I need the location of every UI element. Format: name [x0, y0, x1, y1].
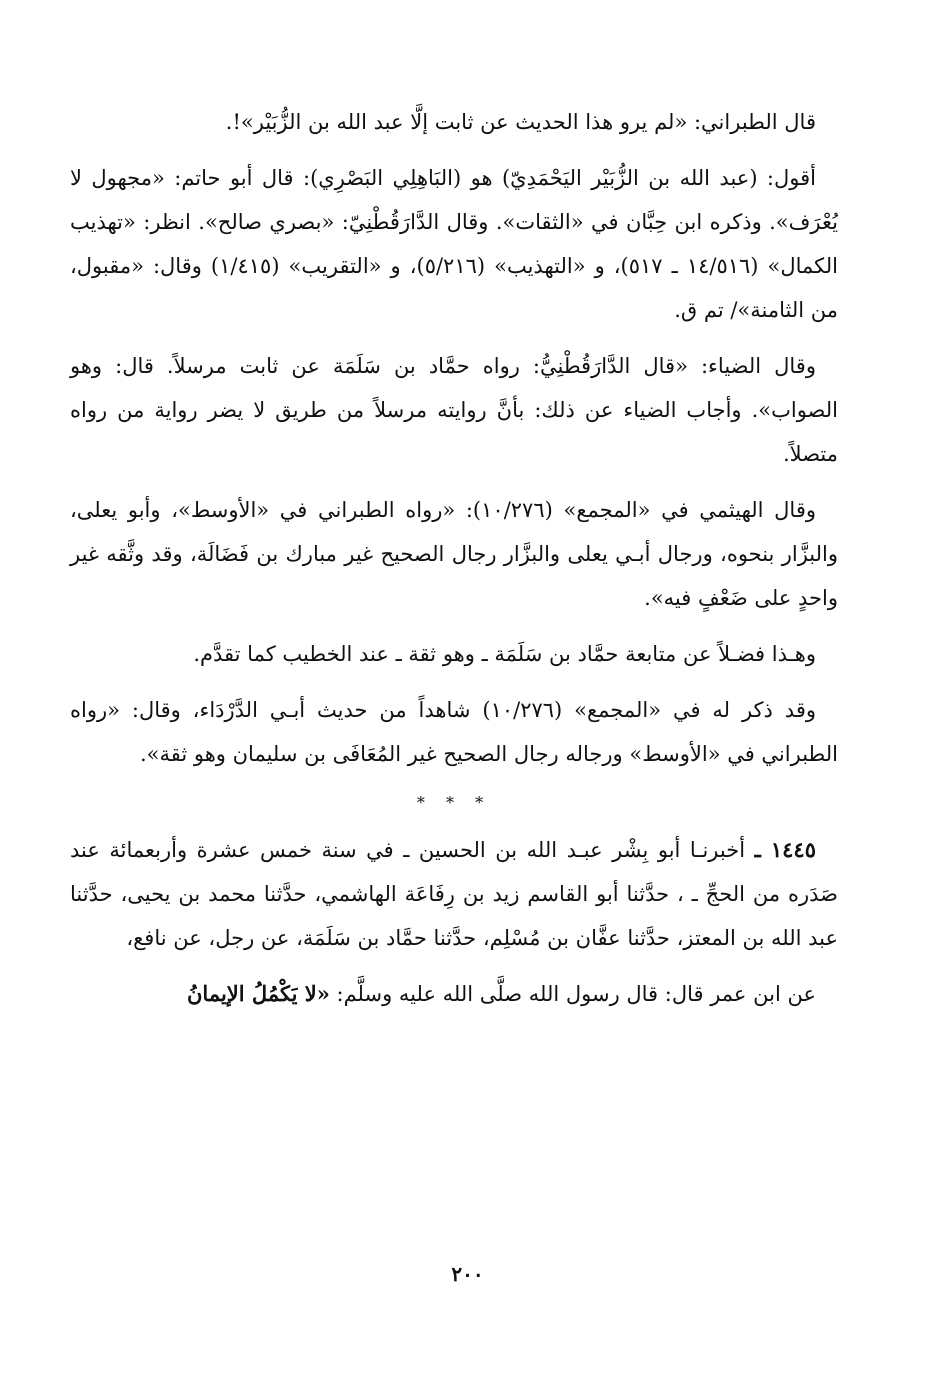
- hadith-number: ١٤٤٥ ـ: [754, 837, 816, 862]
- hadith-matn-intro: عن ابن عمر قال: قال رسول الله صلَّى الله عليه وسلَّم:: [329, 982, 816, 1006]
- paragraph-haythami-remark: وقال الهيثمي في «المجمع» (١٠/٢٧٦): «رواه الطبراني في «الأوسط»، وأبو يعلى، والبزَّار بنحوه، ورجال أبـي يعلى والبزَّار رجال الصحيح غير مبارك بن فَضَالَة، وقد وثَّقه غير واحدٍ على ضَعْفٍ فيه».: [70, 498, 838, 610]
- hadith-matn-line: [70, 972, 838, 1016]
- hadith-matn-start: «لا يَكْمُلُ الإيمانُ: [187, 981, 330, 1006]
- page-number: ٢٠٠: [451, 1262, 484, 1286]
- paragraph-tabarani-quote: قال الطبراني: «لم يرو هذا الحديث عن ثابت إلَّا عبد الله بن الزُّبَيْر»!.: [225, 110, 816, 134]
- paragraph-diya-remark: وقال الضياء: «قال الدَّارَقُطْنِيُّ: رواه حمَّاد بن سَلَمَة عن ثابت مرسلاً. قال: وهو الصواب». وأجاب الضياء عن ذلك: بأنَّ روايته مرسلاً من طريق لا يضر رواية من رواه متصلاً.: [70, 354, 838, 466]
- section-divider: * * *: [416, 793, 492, 812]
- paragraph-narrator-assessment: أقول: (عبد الله بن الزُّبَيْر اليَحْمَدِيّ) هو (البَاهِلِي البَصْرِي): قال أبو حاتم: «مجهول لا يُعْرَف». وذكره ابن حِبَّان في «الثقات». وقال الدَّارَقُطْنِيّ: «بصري صالح». انظر: «تهذيب الكمال» (١٤/٥١٦ ـ ٥١٧)، و «التهذيب» (٥/٢١٦)، و «التقريب» (١/٤١٥) وقال: «مقبول، من الثامنة»/ تم ق.: [70, 166, 838, 322]
- hadith-chain-text: أخبرنـا أبو بِشْر عبـد الله بن الحسين ـ في سنة خمس عشرة وأربعمائة عند صَدَره من الحجِّ ـ ، حدَّثنا أبو القاسم زيد بن رِفَاعَة الهاشمي، حدَّثنا محمد بن يحيى، حدَّثنا عبد الله بن المعتز، حدَّثنا عفَّان بن مُسْلِم، حدَّثنا حمَّاد بن سَلَمَة، عن رجل، عن نافع،: [70, 838, 838, 950]
- paragraph-corroboration: وهـذا فضـلاً عن متابعة حمَّاد بن سَلَمَة ـ وهو ثقة ـ عند الخطيب كما تقدَّم.: [193, 642, 816, 666]
- page-body: [70, 100, 838, 1028]
- paragraph-supporting-witness: وقد ذكر له في «المجمع» (١٠/٢٧٦) شاهداً من حديث أبـي الدَّرْدَاء، وقال: «رواه الطبراني في «الأوسط» ورجاله رجال الصحيح غير المُعَافَى بن سليمان وهو ثقة».: [70, 698, 838, 766]
- hadith-chain-paragraph: [70, 828, 838, 960]
